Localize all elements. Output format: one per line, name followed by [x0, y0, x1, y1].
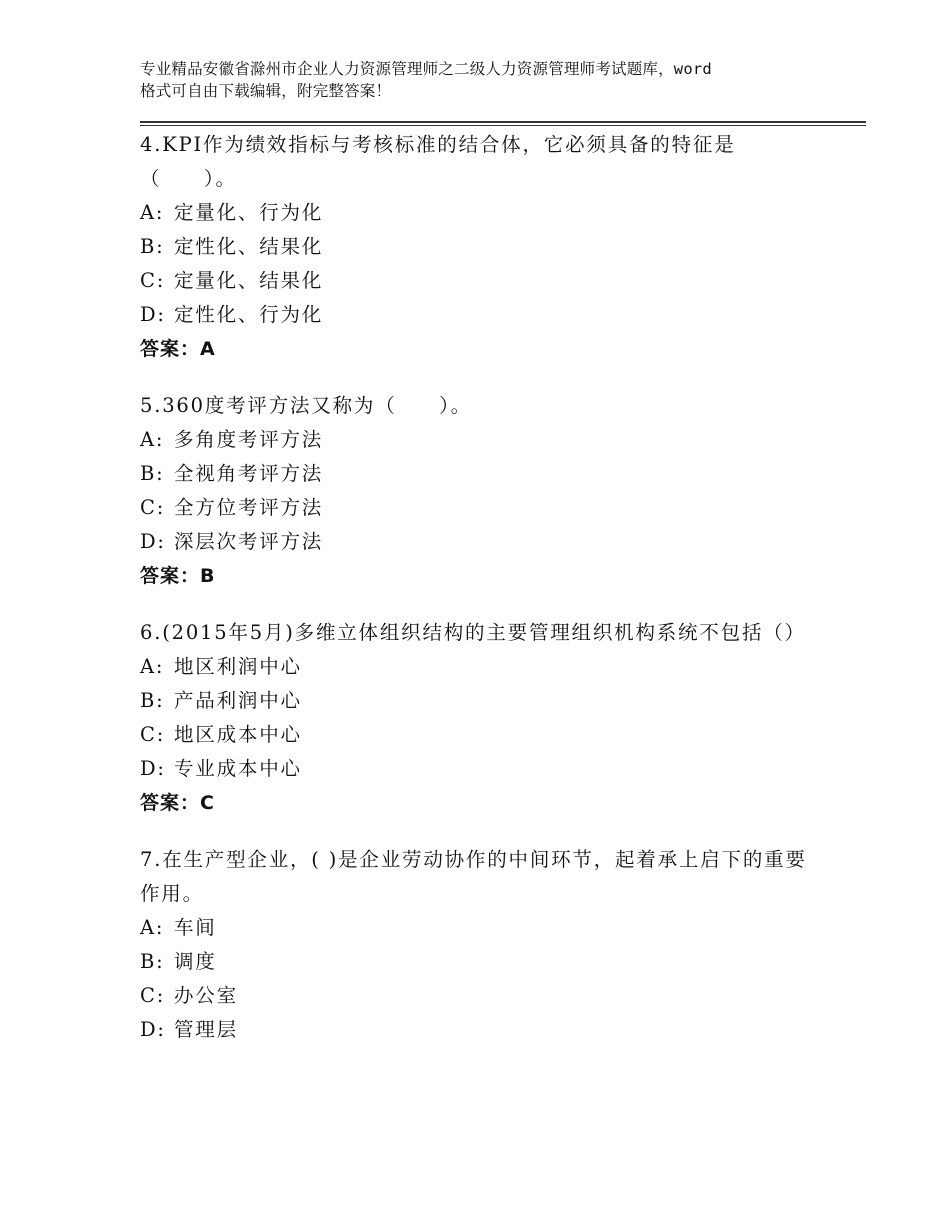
- header-divider: [140, 121, 866, 123]
- option-text: 全方位考评方法: [174, 496, 324, 519]
- option-d: [140, 525, 820, 559]
- question-7: [140, 843, 820, 1047]
- option-letter: D:: [140, 1018, 166, 1041]
- question-text: 5.360度考评方法又称为（ ）。: [140, 394, 472, 417]
- option-letter: C:: [140, 723, 166, 746]
- option-text: 定性化、行为化: [174, 303, 324, 326]
- option-text: 管理层: [174, 1018, 238, 1041]
- option-c: [140, 264, 820, 298]
- option-letter: B:: [140, 462, 165, 485]
- option-text: 全视角考评方法: [174, 462, 324, 485]
- option-text: 调度: [174, 950, 217, 973]
- question-text: 4.KPI作为绩效指标与考核标准的结合体，它必须具备的特征是（ ）。: [140, 133, 736, 190]
- question-text: 6.(2015年5月)多维立体组织结构的主要管理组织机构系统不包括（）: [140, 621, 806, 644]
- header-line-2: 格式可自由下载编辑，附完整答案！: [140, 82, 392, 100]
- option-text: 车间: [174, 916, 217, 939]
- option-b: [140, 945, 820, 979]
- question-6: [140, 616, 820, 820]
- option-c: [140, 718, 820, 752]
- option-c: [140, 491, 820, 525]
- option-text: 深层次考评方法: [174, 530, 324, 553]
- option-a: [140, 650, 820, 684]
- option-letter: B:: [140, 950, 165, 973]
- option-text: 定量化、行为化: [174, 201, 324, 224]
- option-text: 产品利润中心: [174, 689, 302, 712]
- option-text: 办公室: [174, 984, 238, 1007]
- option-text: 定量化、结果化: [174, 269, 324, 292]
- option-letter: D:: [140, 303, 166, 326]
- header-line-1: 专业精品安徽省滁州市企业人力资源管理师之二级人力资源管理师考试题库，word: [140, 60, 712, 78]
- option-letter: D:: [140, 530, 166, 553]
- option-c: [140, 979, 820, 1013]
- option-b: [140, 457, 820, 491]
- option-a: [140, 196, 820, 230]
- option-letter: B:: [140, 689, 165, 712]
- option-b: [140, 684, 820, 718]
- option-letter: A:: [140, 201, 165, 224]
- option-letter: C:: [140, 269, 166, 292]
- option-a: [140, 911, 820, 945]
- answer-label: 答案：C: [140, 792, 215, 814]
- option-letter: D:: [140, 757, 166, 780]
- option-letter: A:: [140, 916, 165, 939]
- option-letter: A:: [140, 655, 165, 678]
- option-letter: C:: [140, 984, 166, 1007]
- question-4: [140, 128, 820, 366]
- option-letter: C:: [140, 496, 166, 519]
- option-d: [140, 1013, 820, 1047]
- answer-label: 答案：A: [140, 338, 216, 360]
- question-text: 7.在生产型企业，( )是企业劳动协作的中间环节，起着承上启下的重要作用。: [140, 848, 807, 905]
- option-text: 专业成本中心: [174, 757, 302, 780]
- option-text: 定性化、结果化: [174, 235, 324, 258]
- option-d: [140, 298, 820, 332]
- option-text: 地区利润中心: [174, 655, 302, 678]
- answer-label: 答案：B: [140, 565, 216, 587]
- option-d: [140, 752, 820, 786]
- option-text: 地区成本中心: [174, 723, 302, 746]
- option-text: 多角度考评方法: [174, 428, 324, 451]
- question-5: [140, 389, 820, 593]
- header-divider-thin: [140, 125, 866, 126]
- document-header: [140, 58, 830, 102]
- option-a: [140, 423, 820, 457]
- option-b: [140, 230, 820, 264]
- option-letter: A:: [140, 428, 165, 451]
- question-list: [140, 128, 820, 1070]
- option-letter: B:: [140, 235, 165, 258]
